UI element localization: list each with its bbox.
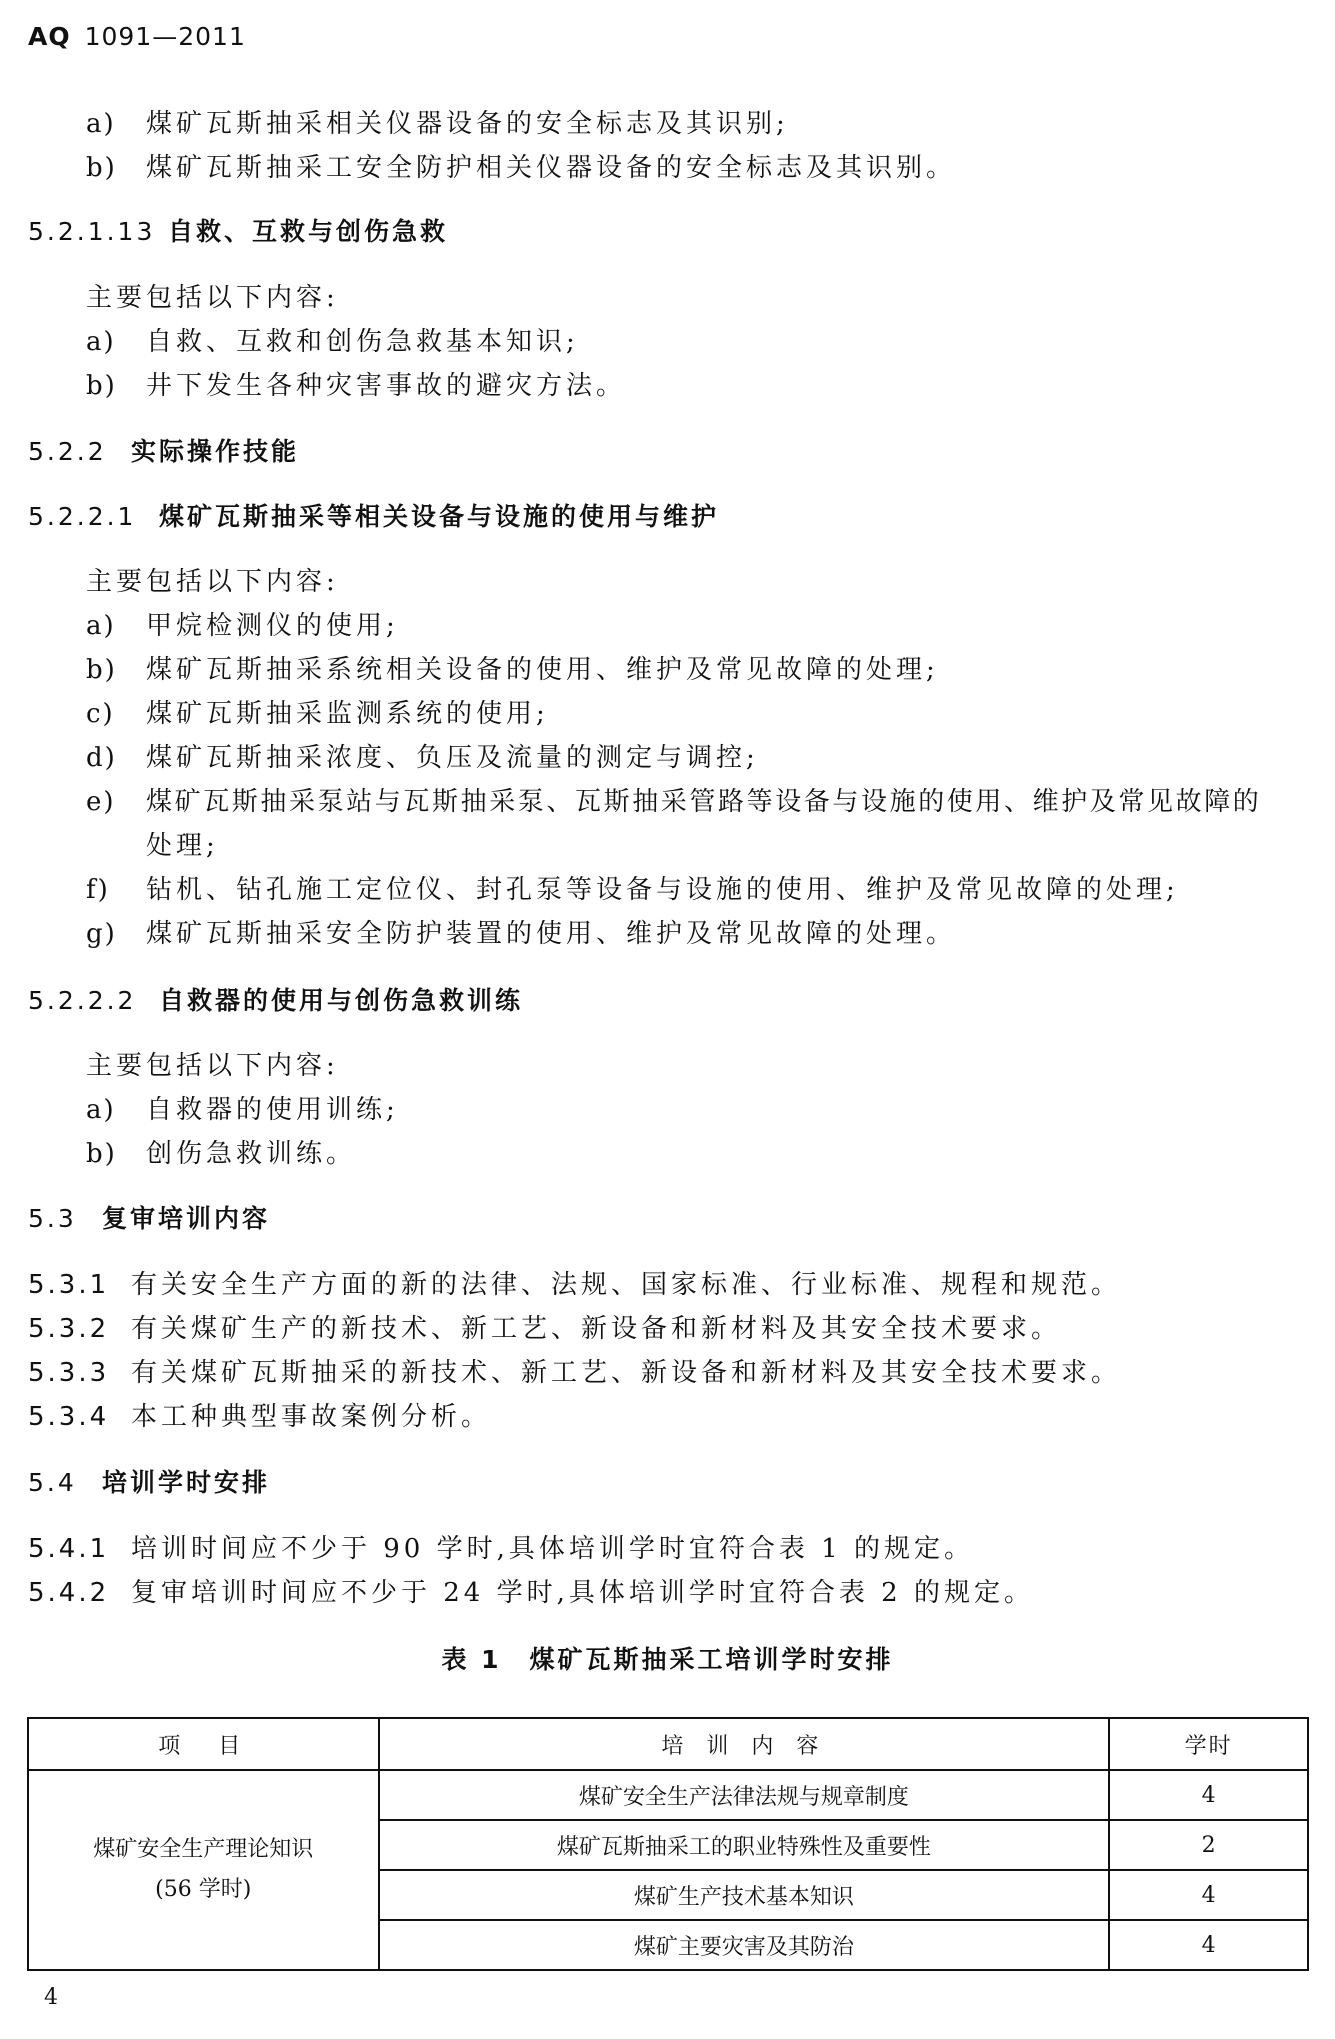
list-item: b) 井下发生各种灾害事故的避灾方法。 — [86, 371, 627, 401]
list-item: a) 自救器的使用训练; — [86, 1095, 399, 1125]
table-cell-hours: 4 — [1109, 1770, 1308, 1820]
intro-text: 主要包括以下内容: — [86, 567, 339, 597]
list-item: b) 煤矿瓦斯抽采系统相关设备的使用、维护及常见故障的处理; — [86, 655, 939, 685]
clause: 5.3.4 本工种典型事故案例分析。 — [28, 1402, 492, 1432]
table-cell-content: 煤矿安全生产法律法规与规章制度 — [379, 1770, 1110, 1820]
list-item: f) 钻机、钻孔施工定位仪、封孔泵等设备与设施的使用、维护及常见故障的处理; — [86, 875, 1179, 905]
intro-text: 主要包括以下内容: — [86, 1051, 339, 1081]
list-item: b) 煤矿瓦斯抽采工安全防护相关仪器设备的安全标志及其识别。 — [86, 153, 957, 183]
clause: 5.4.1 培训时间应不少于 90 学时,具体培训学时宜符合表 1 的规定。 — [28, 1534, 974, 1564]
list-item: g) 煤矿瓦斯抽采安全防护装置的使用、维护及常见故障的处理。 — [86, 919, 957, 949]
table-cell-hours: 4 — [1109, 1920, 1308, 1970]
table-cell-content: 煤矿主要灾害及其防治 — [379, 1920, 1110, 1970]
intro-text: 主要包括以下内容: — [86, 283, 339, 313]
list-item: a) 煤矿瓦斯抽采相关仪器设备的安全标志及其识别; — [86, 109, 789, 139]
group-cell — [28, 1770, 379, 1970]
section-heading-5-2-2: 5.2.2 实际操作技能 — [28, 437, 300, 466]
table-cell-content: 煤矿瓦斯抽采工的职业特殊性及重要性 — [379, 1820, 1110, 1870]
table-caption: 表 1 煤矿瓦斯抽采工培训学时安排 — [441, 1645, 894, 1674]
clause: 5.3.1 有关安全生产方面的新的法律、法规、国家标准、行业标准、规程和规范。 — [28, 1270, 1122, 1300]
standard-code: AQ — [28, 22, 71, 51]
section-heading-5-2-1-13: 5.2.1.13 自救、互救与创伤急救 — [28, 217, 449, 246]
section-heading-5-2-2-2: 5.2.2.2 自救器的使用与创伤急救训练 — [28, 986, 524, 1015]
column-header-item: 项 目 — [28, 1718, 379, 1770]
group-hours: (56 学时) — [155, 1877, 252, 1902]
table-header-row — [28, 1718, 1308, 1770]
clause: 5.4.2 复审培训时间应不少于 24 学时,具体培训学时宜符合表 2 的规定。 — [28, 1578, 1034, 1608]
clause: 5.3.3 有关煤矿瓦斯抽采的新技术、新工艺、新设备和新材料及其安全技术要求。 — [28, 1358, 1122, 1388]
column-header-content: 培 训 内 容 — [379, 1718, 1110, 1770]
list-item: b) 创伤急救训练。 — [86, 1139, 357, 1169]
list-item-continuation: 处理; — [146, 831, 219, 861]
standard-header — [28, 22, 246, 51]
table-cell-hours: 2 — [1109, 1820, 1308, 1870]
table-cell-hours: 4 — [1109, 1870, 1308, 1920]
list-item: a) 自救、互救和创伤急救基本知识; — [86, 327, 579, 357]
group-name: 煤矿安全生产理论知识 — [93, 1837, 314, 1862]
list-item: e) 煤矿瓦斯抽采泵站与瓦斯抽采泵、瓦斯抽采管路等设备与设施的使用、维护及常见故障的 — [86, 787, 1262, 817]
list-item: d) 煤矿瓦斯抽采浓度、负压及流量的测定与调控; — [86, 743, 759, 773]
standard-number: 1091—2011 — [84, 22, 246, 51]
list-item: a) 甲烷检测仪的使用; — [86, 611, 399, 641]
column-header-hours: 学时 — [1109, 1718, 1308, 1770]
table-cell-content: 煤矿生产技术基本知识 — [379, 1870, 1110, 1920]
training-hours-table — [27, 1717, 1309, 1971]
page-number: 4 — [44, 1985, 58, 2010]
clause: 5.3.2 有关煤矿生产的新技术、新工艺、新设备和新材料及其安全技术要求。 — [28, 1314, 1062, 1344]
list-item: c) 煤矿瓦斯抽采监测系统的使用; — [86, 699, 549, 729]
section-heading-5-3: 5.3 复审培训内容 — [28, 1204, 271, 1233]
table-row — [28, 1770, 1308, 1820]
section-heading-5-2-2-1: 5.2.2.1 煤矿瓦斯抽采等相关设备与设施的使用与维护 — [28, 502, 720, 531]
section-heading-5-4: 5.4 培训学时安排 — [28, 1468, 271, 1497]
